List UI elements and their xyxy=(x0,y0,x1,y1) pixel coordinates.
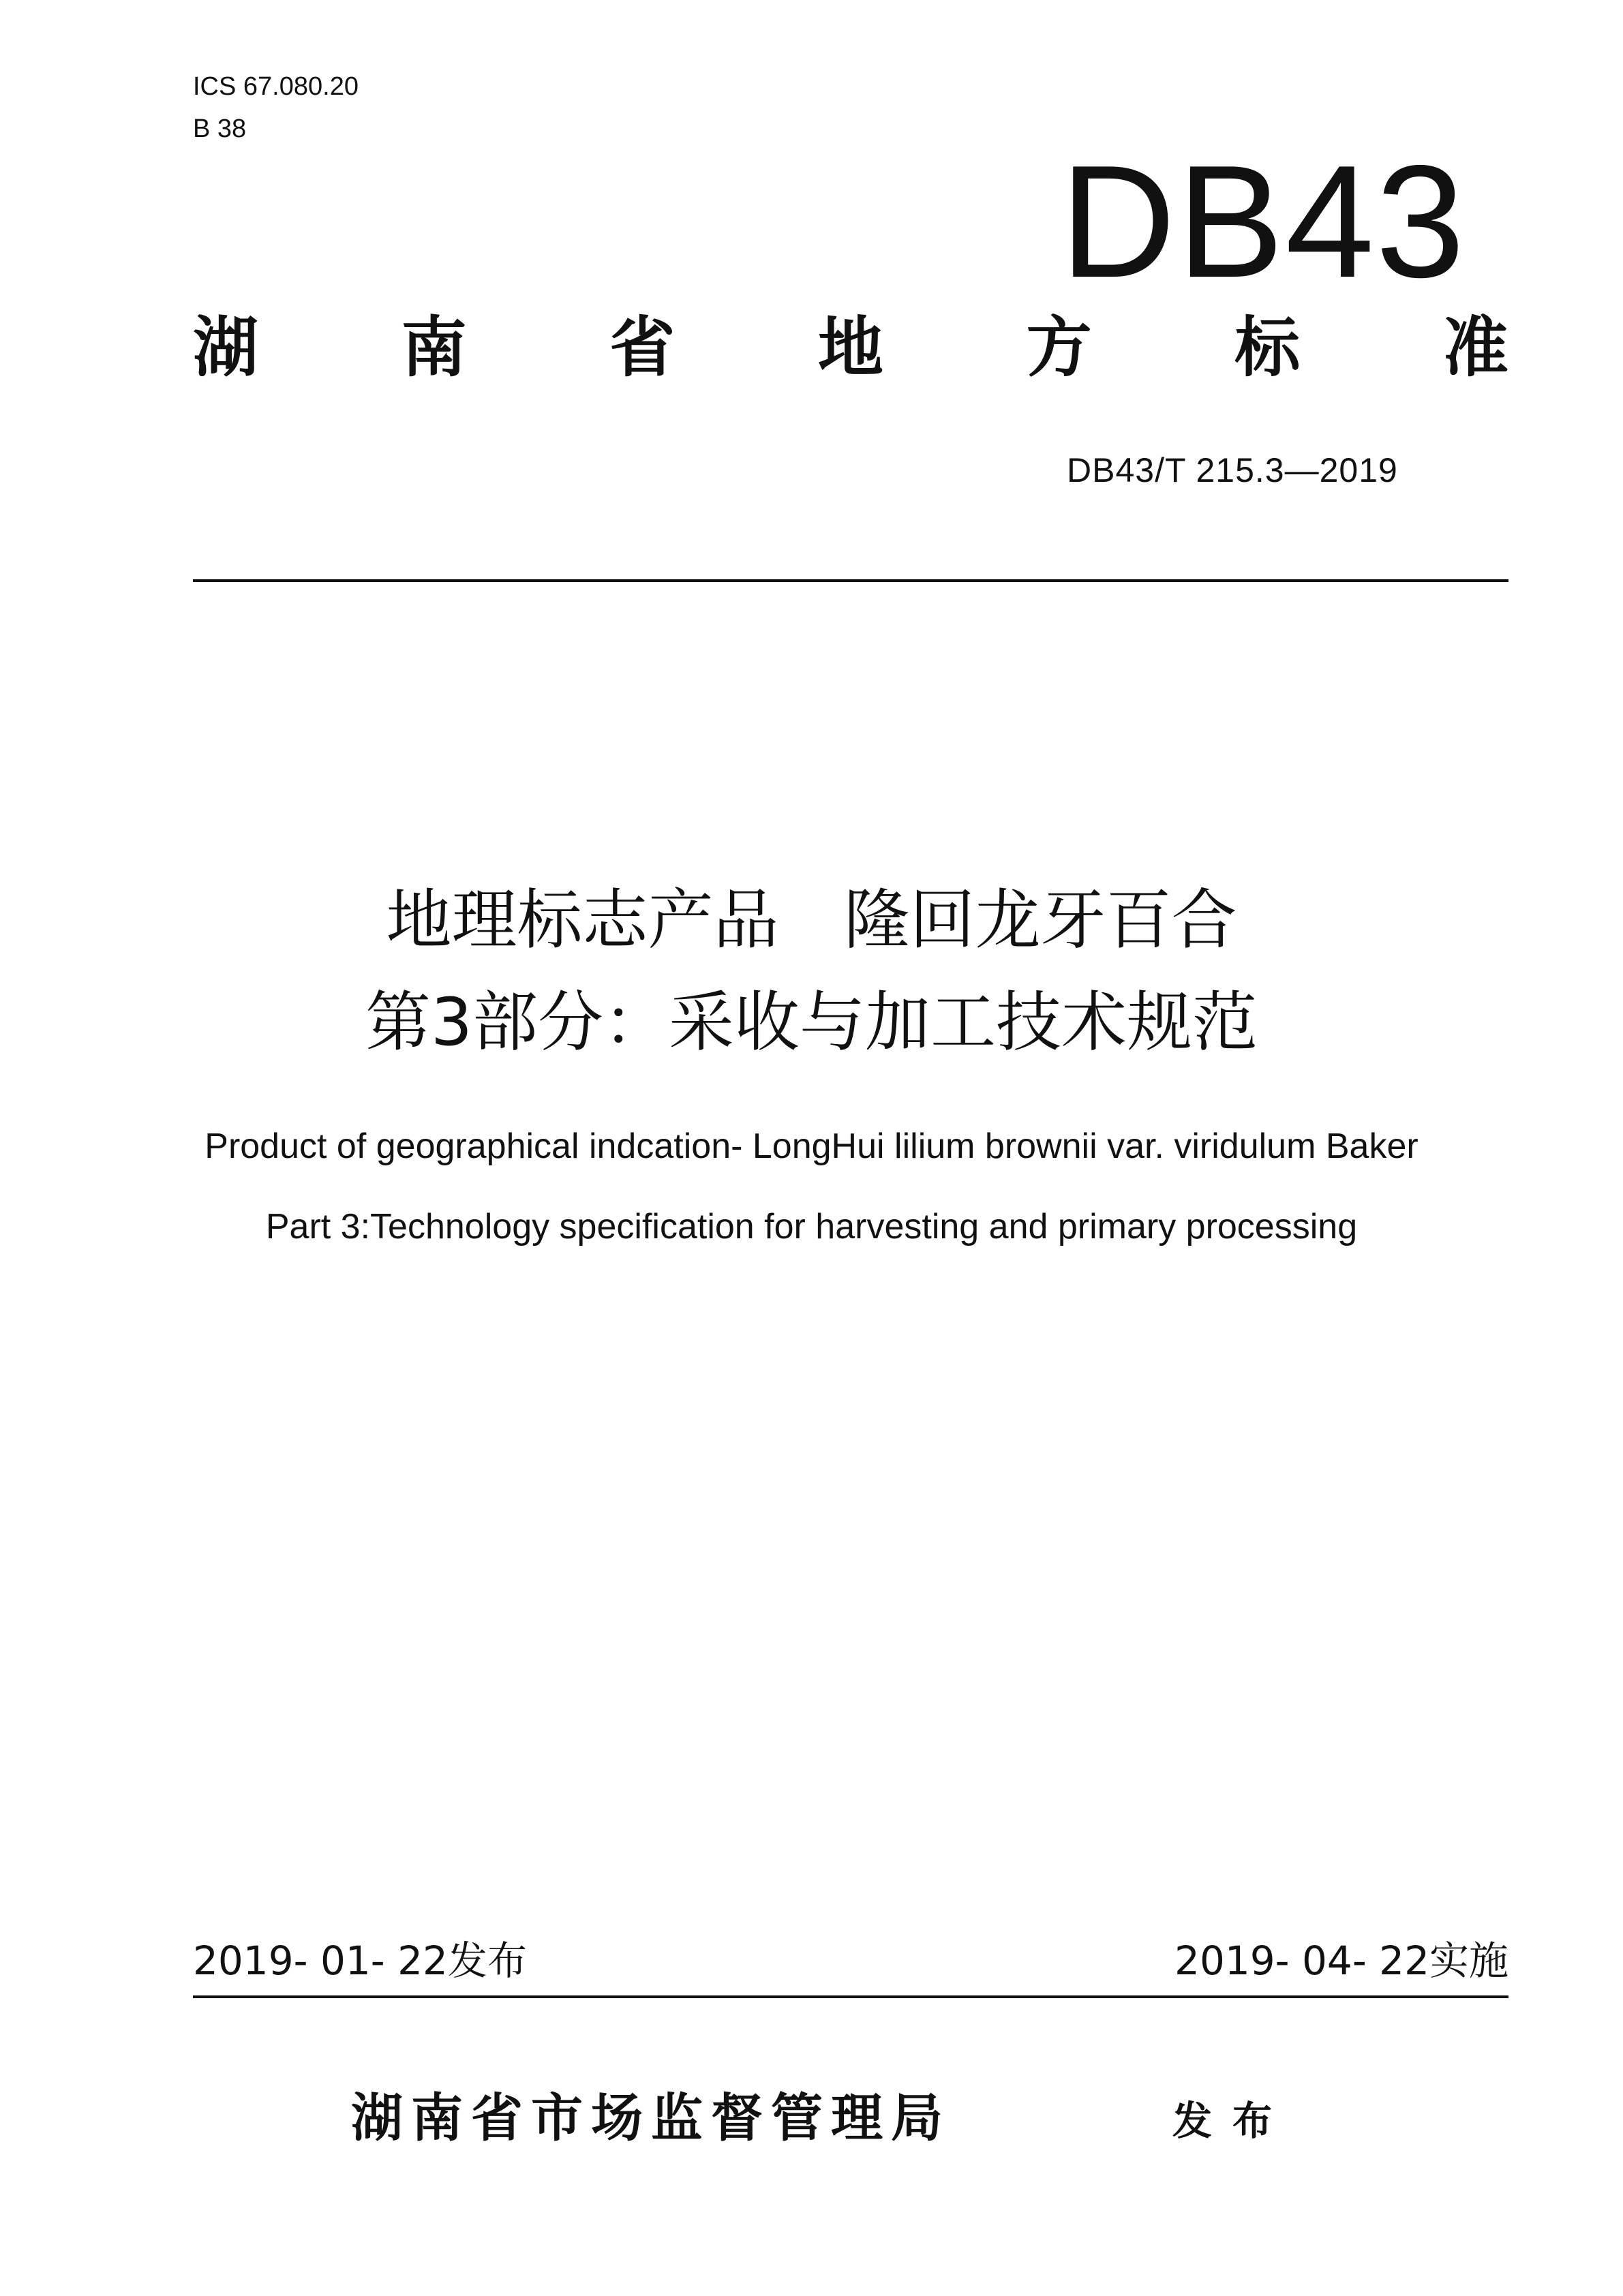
standard-type-char: 湖 xyxy=(193,309,258,386)
ccs-code: B 38 xyxy=(193,114,247,143)
standard-type-char: 方 xyxy=(1026,309,1092,386)
issue-label: 发布 xyxy=(1172,2098,1293,2144)
standard-type-char: 省 xyxy=(609,309,676,386)
effective-date: 2019- 04- 22实施 xyxy=(1174,1938,1508,1984)
standard-number: DB43/T 215.3—2019 xyxy=(1067,451,1398,489)
top-divider xyxy=(193,579,1508,582)
title-english-line-2: Part 3:Technology specification for harvesting and primary processing xyxy=(265,1207,1358,1246)
title-chinese-line-2: 第3部分：采收与加工技术规范 xyxy=(365,984,1258,1060)
standard-type-char: 南 xyxy=(401,309,467,386)
standard-type-char: 地 xyxy=(817,309,883,386)
bottom-divider xyxy=(193,1995,1508,1998)
standard-type-heading xyxy=(193,307,1508,388)
title-chinese-line-1: 地理标志产品 隆回龙牙百合 xyxy=(386,882,1237,958)
standard-type-char: 准 xyxy=(1442,309,1508,386)
standard-code-mark: DB43 xyxy=(1060,132,1466,311)
ics-code: ICS 67.080.20 xyxy=(193,72,359,101)
issuing-authority: 湖南省市场监督管理局 xyxy=(351,2087,951,2148)
standard-type-char: 标 xyxy=(1234,309,1301,386)
issue-date: 2019- 01- 22发布 xyxy=(193,1938,527,1984)
title-english-line-1: Product of geographical indcation- LongHui lilium brownii var. viridulum Baker xyxy=(204,1127,1419,1166)
